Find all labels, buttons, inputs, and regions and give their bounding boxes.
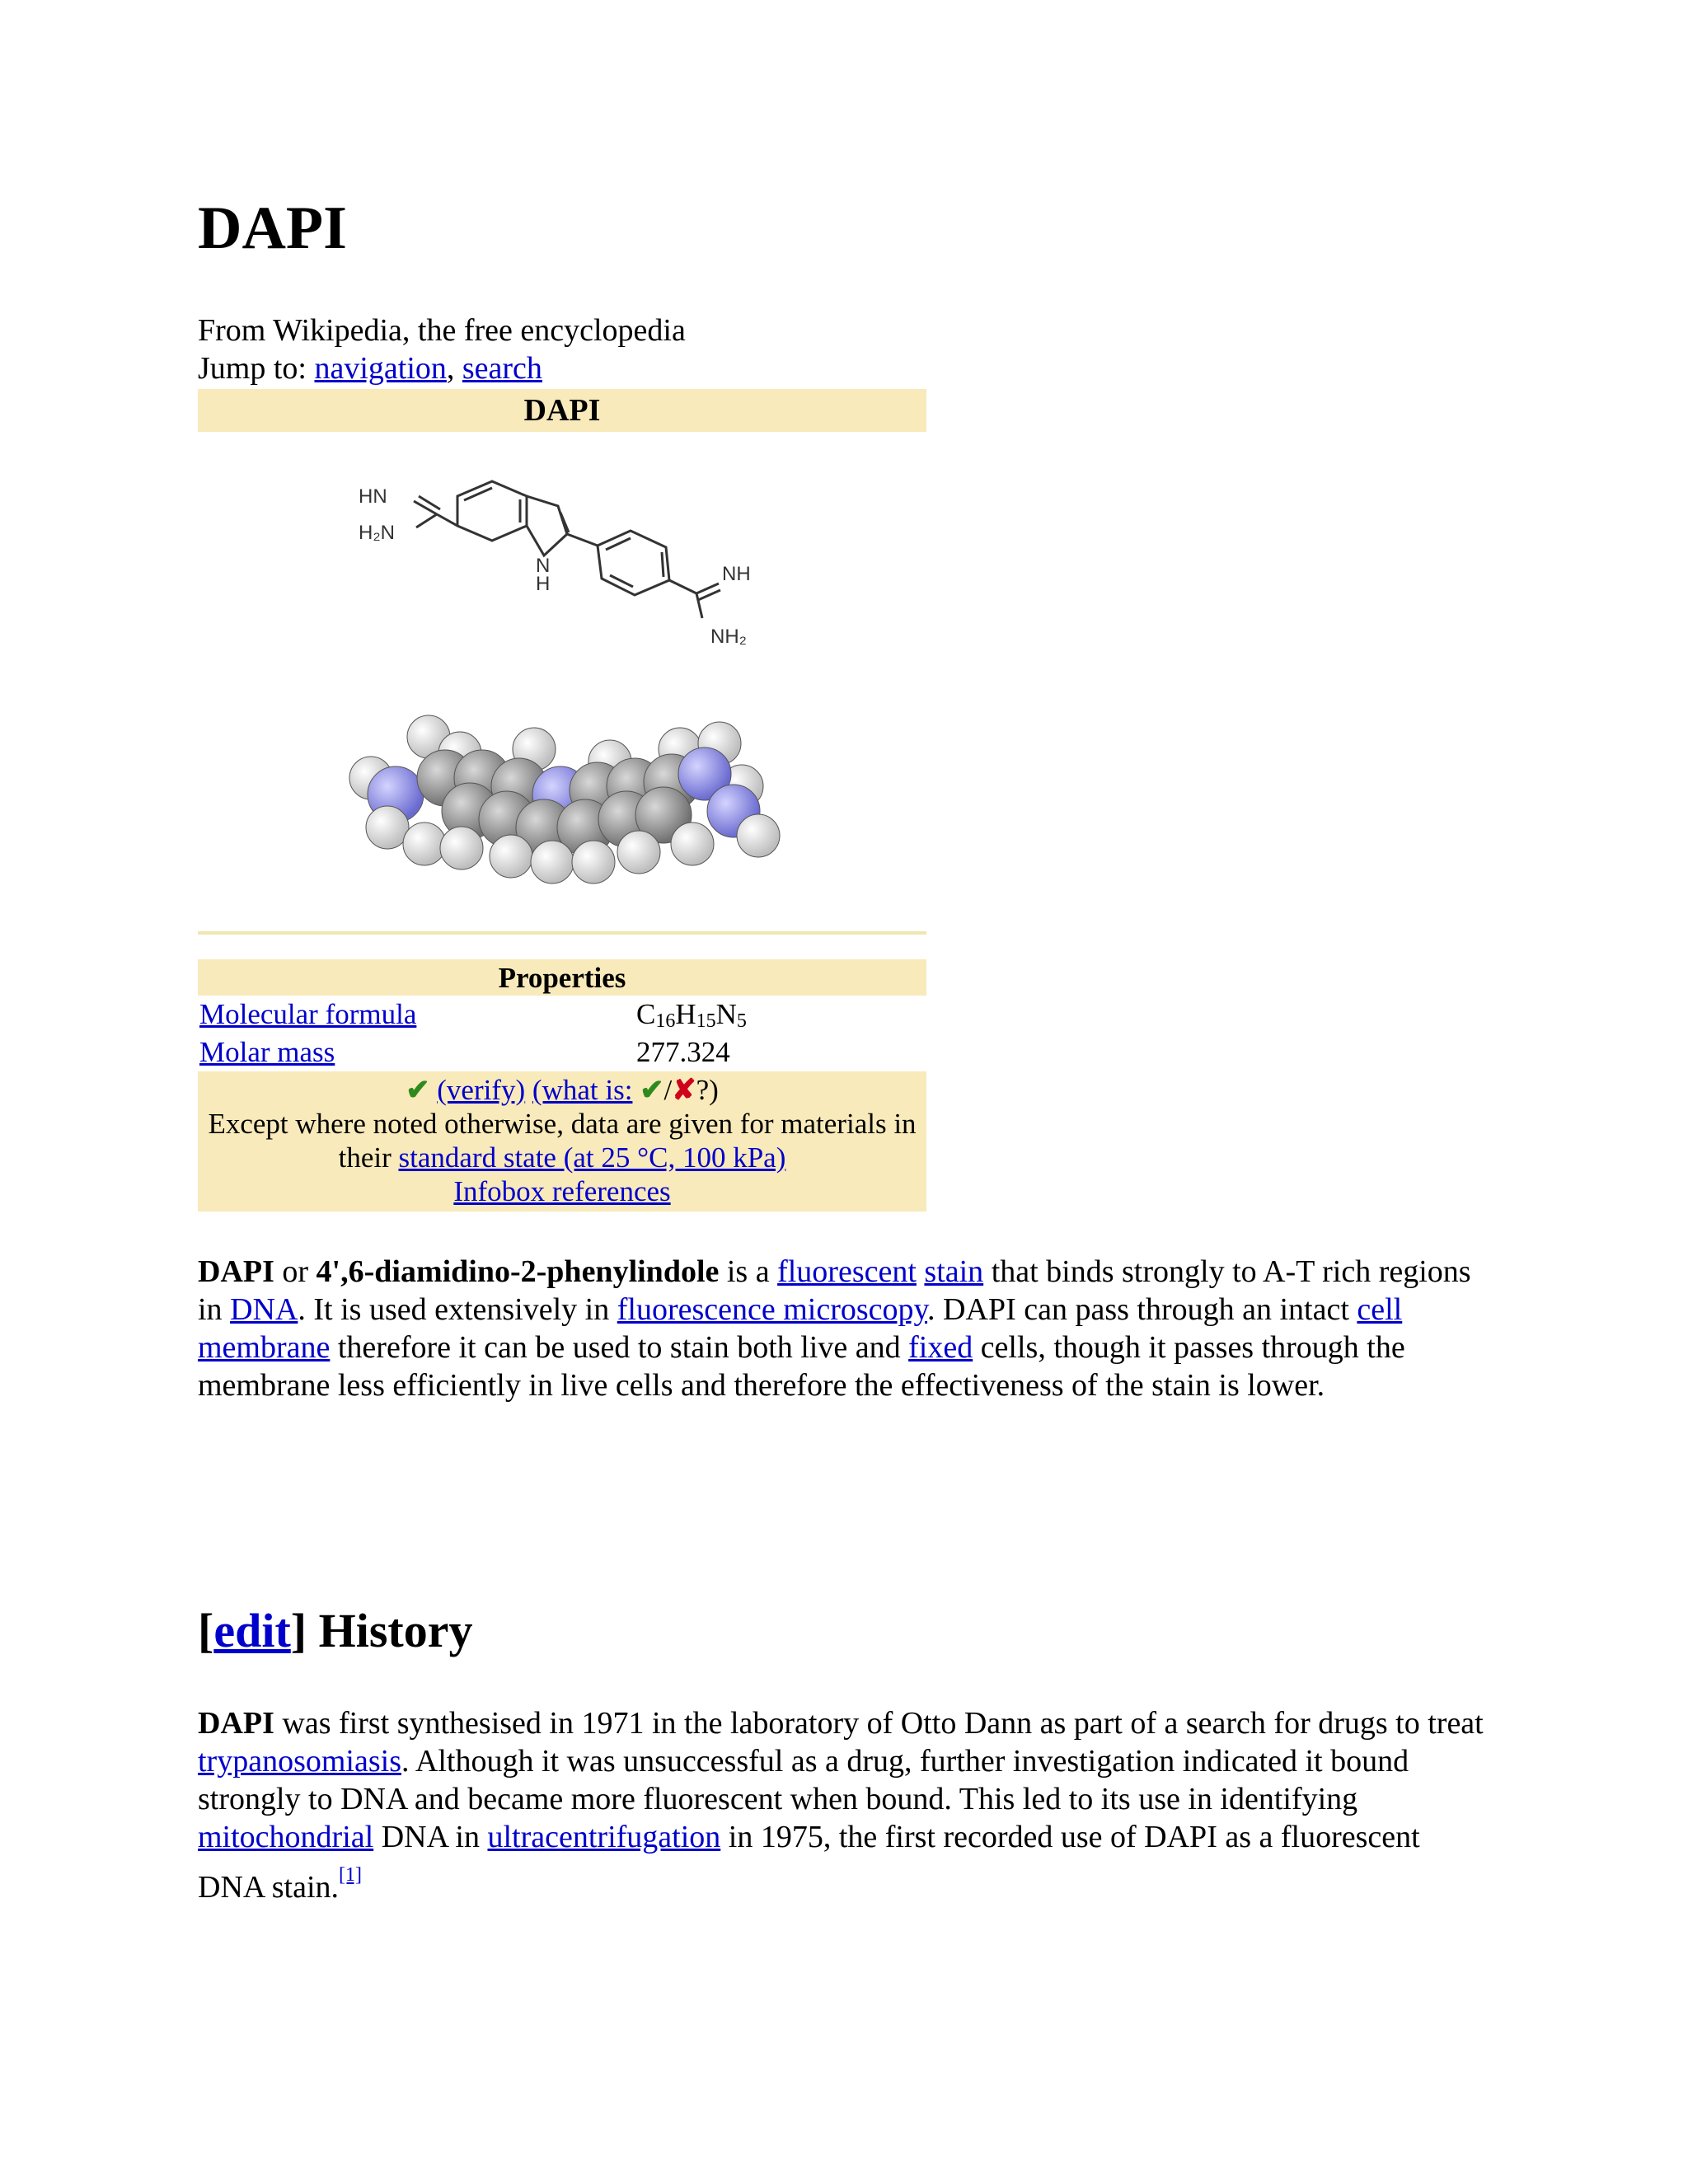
- infobox-footer: [198, 1071, 926, 1212]
- intro-bold-dapi: DAPI: [198, 1254, 274, 1289]
- note-text: Except where noted otherwise, data are given for materials in: [208, 1108, 917, 1140]
- property-row-molar-mass: [198, 1033, 926, 1071]
- intro-text: . It is used extensively in: [298, 1292, 617, 1327]
- intro-text: is a: [719, 1254, 778, 1289]
- intro-text: that binds strongly to A-T rich regions in: [198, 1254, 1471, 1327]
- fluorescence-microscopy-link[interactable]: fluorescence microscopy: [617, 1292, 928, 1327]
- checkmark-small-icon: ✔: [640, 1074, 664, 1106]
- history-text: was first synthesised in 1971 in the laboratory of Otto Dann as part of a search for drugs to treat: [274, 1706, 1484, 1741]
- infobox-divider: [198, 931, 926, 935]
- label-h: H: [536, 573, 551, 595]
- label-nh2: NH₂: [710, 626, 747, 648]
- ultracentrifugation-link[interactable]: ultracentrifugation: [487, 1820, 721, 1854]
- formula-element-n: N: [715, 998, 737, 1030]
- intro-text: therefore it can be used to stain both live and: [330, 1330, 909, 1365]
- molar-mass-value: 277.324: [636, 1036, 730, 1068]
- edit-link[interactable]: edit: [213, 1604, 291, 1657]
- intro-text: . DAPI can pass through an intact: [927, 1292, 1357, 1327]
- what-is-link[interactable]: (what is:: [532, 1074, 633, 1106]
- stain-link[interactable]: stain: [924, 1254, 984, 1289]
- tagline: From Wikipedia, the free encyclopedia: [198, 313, 686, 348]
- jump-to: [198, 349, 686, 387]
- intro-paragraph: [198, 1253, 1484, 1404]
- formula-element-c: C: [636, 998, 656, 1030]
- checkmark-icon: ✔: [406, 1074, 430, 1106]
- navigation-link[interactable]: navigation: [314, 351, 447, 386]
- history-text: in 1975, the first recorded use of DAPI as a fluorescent DNA stain.: [198, 1820, 1420, 1905]
- verify-line: [203, 1073, 921, 1107]
- molar-mass-link[interactable]: Molar mass: [199, 1036, 335, 1068]
- mitochondrial-link[interactable]: mitochondrial: [198, 1820, 374, 1854]
- standard-state-link[interactable]: standard state (at 25 °C, 100 kPa): [398, 1141, 786, 1174]
- molecular-formula-link[interactable]: Molecular formula: [199, 998, 417, 1030]
- intro-text: cells, though it passes through the membrane less efficiently in live cells and therefore the effectiveness of the stain is lower.: [198, 1330, 1405, 1403]
- property-row-formula: [198, 996, 926, 1033]
- history-text: . Although it was unsuccessful as a drug, further investigation indicated it bound strongly to DNA and became more fluorescent when bound. This led to its use in identifying: [198, 1744, 1409, 1816]
- infobox: [198, 389, 926, 1212]
- intro-text: or: [274, 1254, 316, 1289]
- properties-header: Properties: [198, 959, 926, 996]
- page-title: DAPI: [198, 194, 347, 262]
- infobox-title: DAPI: [198, 389, 926, 432]
- standard-state-note: [203, 1107, 921, 1174]
- fluorescent-link[interactable]: fluorescent: [777, 1254, 917, 1289]
- verify-link[interactable]: (verify): [437, 1074, 526, 1106]
- search-link[interactable]: search: [462, 351, 542, 386]
- label-h2n: H₂N: [359, 522, 395, 544]
- history-heading: [198, 1604, 473, 1657]
- intro-bold-fullname: 4',6-diamidino-2-phenylindole: [316, 1254, 720, 1289]
- infobox-images: [198, 432, 926, 926]
- formula-count-n: 5: [736, 1010, 747, 1032]
- formula-element-h: H: [675, 998, 696, 1030]
- space-filling-model-image: [198, 432, 926, 926]
- formula-count-h: 15: [696, 1010, 716, 1032]
- history-bold-dapi: DAPI: [198, 1706, 274, 1741]
- history-paragraph: [198, 1704, 1484, 1906]
- label-nh: NH: [722, 563, 751, 585]
- bracket-open: [: [198, 1604, 214, 1657]
- bracket-close: ]: [290, 1604, 307, 1657]
- verify-slash: /: [663, 1074, 673, 1106]
- cross-icon: ✘: [672, 1074, 696, 1106]
- dna-link[interactable]: DNA: [230, 1292, 298, 1327]
- formula-count-c: 16: [655, 1010, 676, 1032]
- reference-1-link[interactable]: [1]: [339, 1864, 362, 1886]
- infobox-references-link[interactable]: Infobox references: [453, 1175, 671, 1207]
- note-their: their: [338, 1141, 392, 1174]
- history-text: DNA in: [373, 1820, 488, 1854]
- cell-membrane-link[interactable]: cell membrane: [198, 1292, 1403, 1365]
- verify-end: ?): [696, 1074, 719, 1106]
- label-hn: HN: [359, 485, 387, 508]
- article-subheader: [198, 312, 686, 387]
- jump-to-separator: ,: [446, 351, 455, 386]
- label-n: N: [536, 555, 551, 577]
- intro-space: [917, 1254, 925, 1289]
- fixed-link[interactable]: fixed: [908, 1330, 973, 1365]
- history-title: History: [307, 1604, 473, 1657]
- jump-to-label: Jump to:: [198, 351, 307, 386]
- trypanosomiasis-link[interactable]: trypanosomiasis: [198, 1744, 401, 1779]
